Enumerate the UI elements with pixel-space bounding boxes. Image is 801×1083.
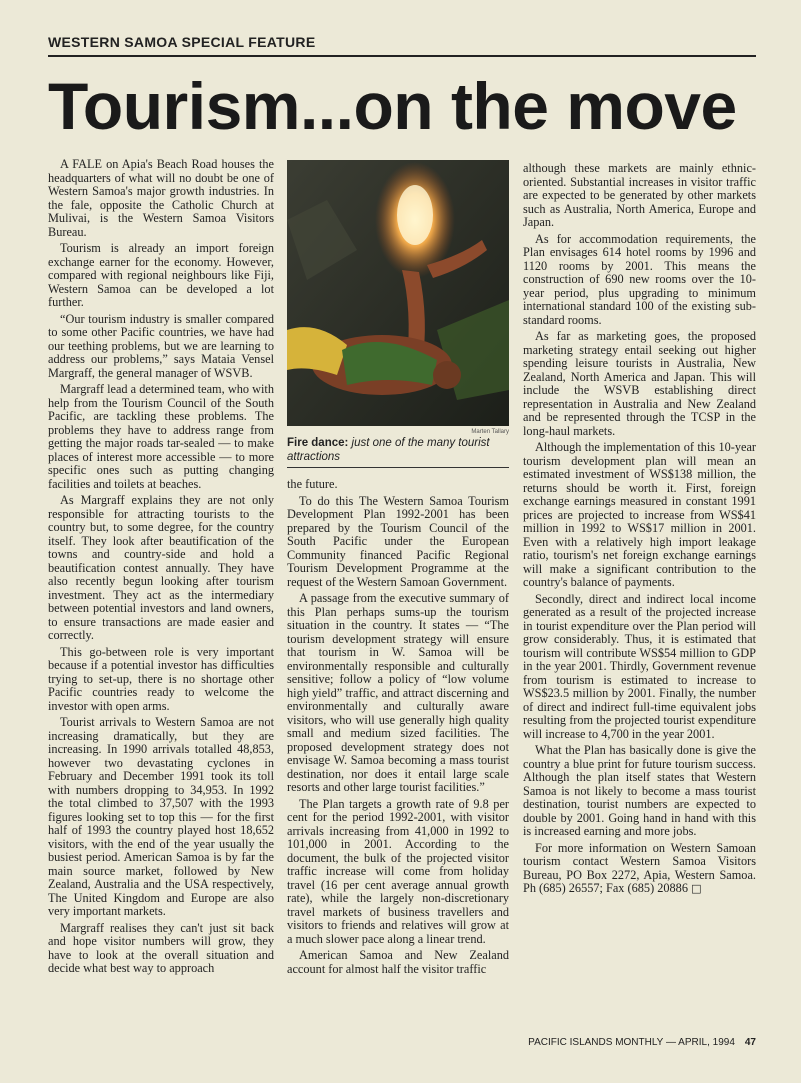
header-rule	[48, 55, 756, 57]
photo-credit: Marten Tallary	[471, 429, 509, 435]
end-mark: □	[691, 882, 702, 895]
article-column-3	[523, 162, 756, 896]
photo-caption	[287, 436, 509, 464]
paragraph: To do this The Western Samoa Tourism Development Plan 1992-2001 has been prepared by the Tourism Council of the South Pacific under the European Community financed Pacific Regional Tourism Development Programme at the request of the Western Samoan Government.	[287, 493, 509, 589]
caption-text: just one of the many tourist attractions	[287, 437, 490, 463]
page-footer	[518, 1037, 756, 1048]
paragraph: the future.	[287, 477, 338, 491]
paragraph: As for accommodation requirements, the Plan envisages 614 hotel rooms by 1996 and 1120 rooms by 2001. This means the construction of 690 new rooms over the 10-year period, plus upgrading to minimum international standard 100 of the existing sub-standard rooms.	[523, 231, 756, 327]
paragraph: As far as marketing goes, the proposed marketing strategy entail seeking out higher spending leisure tourists in Australia, New Zealand, North America and Japan. This will include the WSVB establishing direct representation in Australia and New Zealand and be represented through the TCSP in the long-haul markets.	[523, 329, 756, 438]
headline: Tourism...on the move	[48, 69, 737, 143]
section-label: WESTERN SAMOA SPECIAL FEATURE	[48, 34, 316, 50]
paragraph: What the Plan has basically done is give the country a blue print for future tourism success. Although the plan itself states that Western Samoa is not likely to become a mass tourist destination, tourist numbers are expected to double by 2001. Going hand in hand with this is increased earning and more jobs.	[523, 743, 756, 838]
paragraph: A FALE on Apia's Beach Road houses the headquarters of what will no doubt be one of Western Samoa's major growth industries. In the fale, opposite the Catholic Church at Mulivai, is the Western Samoa Visitors Bureau.	[48, 157, 274, 239]
paragraph: Tourist arrivals to Western Samoa are not increasing dramatically, but they are increasing. In 1990 arrivals totalled 48,853, however two devastating cyclones in February and December 1991 took its toll with numbers dropping to 34,953. In 1992 the total climbed to 37,507 with the 1993 figures looking set to top this — for the first half of 1993 the country played host 18,652 visitors, with the end of the year usually the busiest period. American Samoa is by far the main source market, followed by New Zealand, Australia and the USA respectively, The United Kingdom and Europe are also very important markets.	[48, 715, 274, 918]
paragraph: A passage from the executive summary of this Plan perhaps sums-up the tourism situation in the country. It states — “The tourism development strategy will ensure that tourism in W. Samoa will be environmentally responsible and culturally sensitive; follow a policy of “low volume high yield” traffic, and attract discerning and environmentally and culturally aware visitors, who will use generally high quality small and medium sized facilities. The proposed development strategy does not envisage W. Samoa becoming a mass tourist destination, nor does it entail large scale resorts and other large tourist facilities.”	[287, 591, 509, 794]
paragraph: American Samoa and New Zealand account for almost half the visitor traffic	[287, 948, 509, 976]
article-column-1	[48, 158, 274, 976]
contact-text: For more information on Western Samoan tourism contact Western Samoa Visitors Bureau, PO Box 2272, Apia, Western Samoa. Ph (685) 26557; Fax (685) 20886	[523, 840, 756, 895]
paragraph: As Margraff explains they are not only responsible for attracting tourists to the country but, to some degree, for the country itself. They look after beautification of the towns and country-side and hold a beautification contest annually. They have also recently begun looking after tourism investment. They act as the intermediary between potential investors and land owners, to ensure transactions are made easier and correctly.	[48, 493, 274, 642]
caption-rule	[287, 467, 509, 468]
article-column-2	[287, 478, 509, 976]
paragraph: Tourism is already an import foreign exchange earner for the economy. However, compared with regional neighbours like Fiji, Western Samoa can be developed a lot further.	[48, 241, 274, 309]
paragraph: Secondly, direct and indirect local income generated as a result of the projected increase in tourist expenditure over the Plan period will grow considerably. Thus, it is estimated that tourism will contribute WS$54 million to GDP in the year 2001. Thirdly, Government revenue from tourism is estimated to increase to WS$23.5 million by 2001. Finally, the number of direct and indirect full-time equivalent jobs resulting from the projected tourist expenditure will increase to 4,700 in the year 2001.	[523, 591, 756, 741]
fire-dance-photo	[287, 160, 509, 426]
paragraph: This go-between role is very important because if a potential investor has difficulties trying to set-up, there is no shortage other Pacific countries ready to welcome the investor with open arms.	[48, 644, 274, 713]
publication-name: PACIFIC ISLANDS MONTHLY — APRIL, 1994	[528, 1037, 735, 1048]
paragraph: although these markets are mainly ethnic-oriented. Substantial increases in visitor traffic are expected to be generated by other markets such as Australia, North America, Europe and Japan.	[523, 161, 756, 229]
caption-lead: Fire dance:	[287, 437, 349, 449]
paragraph: Although the implementation of this 10-year tourism development plan will mean an estimated investment of WS$138 million, the returns should be worth it. First, foreign exchange earnings measured in constant 1991 prices are projected to increase from WS$41 million in 1992 to WS$17 million in 2001. Even with a relatively high import leakage ratio, tourism's net foreign exchange earnings will make a significant contribution to the country's balance of payments.	[523, 440, 756, 589]
paragraph: Margraff realises they can't just sit back and hope visitor numbers will grow, they have to look at the overall situation and decide what best way to approach	[48, 920, 274, 975]
paragraph-contact	[523, 842, 756, 896]
page-number: 47	[744, 1037, 756, 1048]
paragraph: Margraff lead a determined team, who with help from the Tourism Council of the South Pacific, are tackling these problems. The problems they have to address range from getting the major roads tar-sealed — to make places of interest more accessible — to more specific ones such as putting changing facilities and toilets at beaches.	[48, 382, 274, 491]
paragraph: “Our tourism industry is smaller compared to some other Pacific countries, we have had our teething problems, but we are learning to address our problems,” says Mataia Vensel Margraff, the general manager of WSVB.	[48, 311, 274, 380]
paragraph: The Plan targets a growth rate of 9.8 per cent for the period 1992-2001, with visitor arrivals increasing from 41,000 in 1992 to 101,000 in 2001. According to the document, the bulk of the projected visitor traffic increase will come from holiday travel (16 per cent average annual growth rate), while the largely non-discretionary travel markets of business travellers and visitors to friends and relatives will grow at a much slower pace along a linear trend.	[287, 796, 509, 946]
